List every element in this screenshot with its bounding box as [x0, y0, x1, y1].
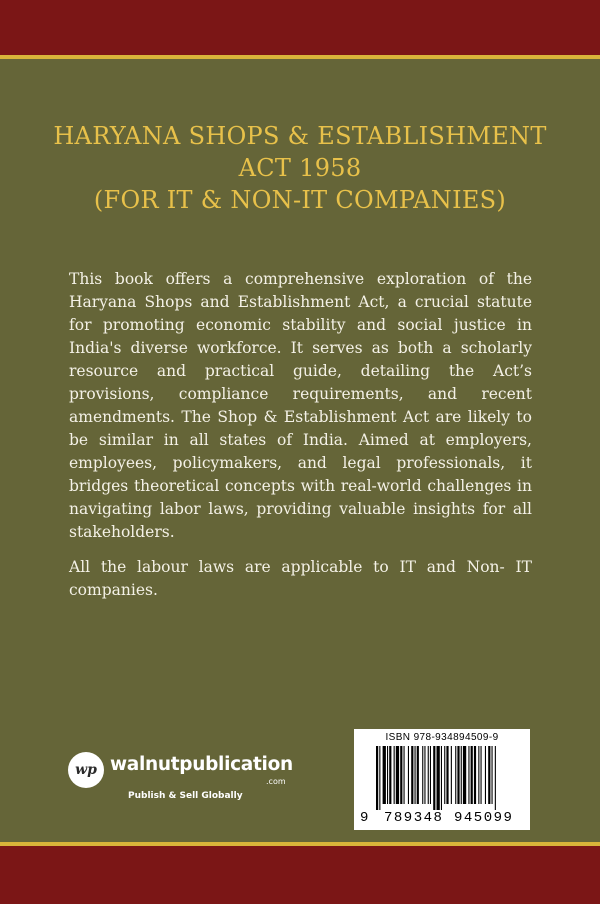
- book-title: [0, 120, 600, 216]
- barcode-bar: [474, 746, 476, 804]
- barcode-digit-first: 9: [360, 810, 370, 826]
- barcode-bar: [446, 746, 448, 804]
- barcode-bar: [396, 746, 399, 804]
- barcode-bar: [457, 746, 459, 804]
- top-band: [0, 0, 600, 59]
- bottom-band: [0, 842, 600, 904]
- barcode-bar: [437, 746, 440, 810]
- barcode-bar: [428, 746, 429, 804]
- barcode-bar: [383, 746, 386, 804]
- barcode-bar: [404, 746, 405, 804]
- barcode-bar: [481, 746, 482, 804]
- barcode-bar: [433, 746, 435, 810]
- barcode-bar: [468, 746, 469, 804]
- description-paragraph-1: This book offers a comprehensive exploration of the Haryana Shops and Establishment Act, a crucial statute for promoting economic stability and social justice in India's diverse workforce. It serves as both a scholarly resource and practical guide, detailing the Act’s provisions, compliance requirements, and recent amendments. The Shop & Establishment Act are likely to be similar in all states of India. Aimed at employers, employees, policymakers, and legal professionals, it bridges theoretical concepts with real-world challenges in navigating labor laws, providing valuable insights for all stakeholders.: [69, 270, 532, 541]
- barcode-bar: [422, 746, 423, 804]
- barcode-bar: [463, 746, 466, 804]
- barcode-bar: [495, 746, 496, 810]
- publisher-name: walnutpublication: [110, 754, 293, 775]
- barcode-bar: [492, 746, 493, 804]
- title-line-1: HARYANA SHOPS & ESTABLISHMENT: [53, 122, 547, 150]
- publisher-block: [68, 752, 308, 808]
- barcode-bar: [461, 746, 462, 804]
- barcode-bar: [478, 746, 479, 804]
- publisher-domain: .com: [266, 777, 286, 786]
- title-line-2: ACT 1958: [238, 154, 362, 182]
- barcode-bar: [444, 746, 445, 804]
- barcode-bar: [394, 746, 395, 804]
- barcode-bar: [379, 746, 380, 810]
- isbn-barcode: [354, 729, 530, 830]
- barcode-bar: [430, 746, 431, 804]
- title-line-3: (FOR IT & NON-IT COMPANIES): [93, 186, 507, 214]
- barcode-bar: [424, 746, 425, 804]
- isbn-label: ISBN 978-934894509-9: [385, 732, 499, 743]
- barcode-bar: [400, 746, 402, 804]
- barcode-bar: [376, 746, 378, 810]
- barcode-bar: [451, 746, 452, 804]
- barcode-bar: [387, 746, 388, 804]
- barcode-digit-group-1: 789348: [384, 810, 444, 826]
- barcode-bar: [415, 746, 416, 804]
- barcode-bar: [441, 746, 442, 810]
- barcode-bar: [485, 746, 486, 804]
- publisher-tagline: Publish & Sell Globally: [128, 791, 243, 801]
- barcode-digit-group-2: 945099: [454, 810, 514, 826]
- barcode-bar: [389, 746, 391, 804]
- barcode-bar: [488, 746, 490, 804]
- barcode-bar: [408, 746, 409, 804]
- barcode-bars: [376, 746, 516, 810]
- book-description: [69, 268, 532, 602]
- description-paragraph-2: All the labour laws are applicable to IT and Non- IT companies.: [69, 558, 532, 599]
- barcode-bar: [455, 746, 456, 804]
- barcode-bar: [411, 746, 413, 804]
- barcode-bar: [471, 746, 473, 804]
- walnut-logo-icon: wp: [68, 752, 104, 788]
- barcode-bar: [417, 746, 419, 804]
